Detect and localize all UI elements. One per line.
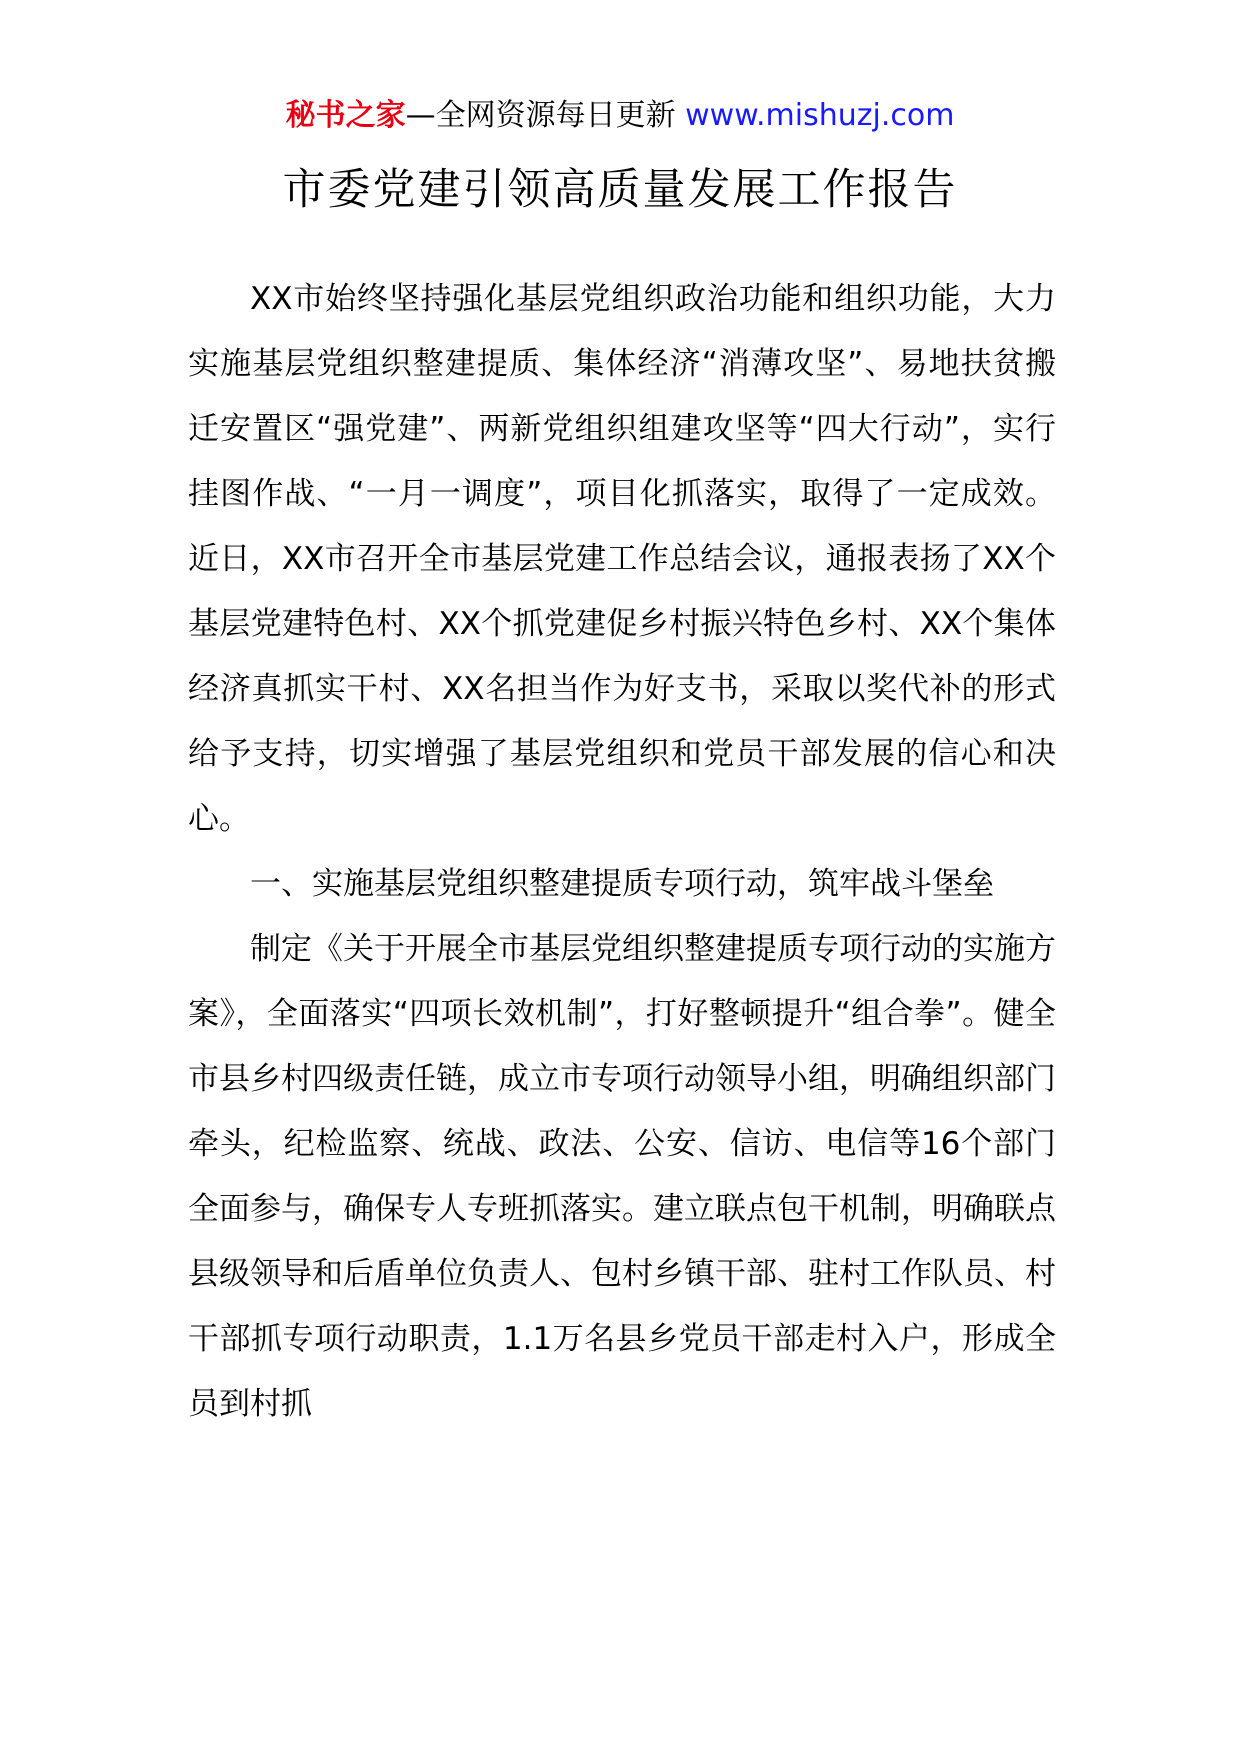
body-paragraph: 制定《关于开展全市基层党组织整建提质专项行动的实施方案》，全面落实“四项长效机制”，打好整顿提升“组合拳”。健全市县乡村四级责任链，成立市专项行动领导小组，明确组织部门牵头，纪检监察、统战、政法、公安、信访、电信等16个部门全面参与，确保专人专班抓落实。建立联点包干机制，明确联点县级领导和后盾单位负责人、包村乡镇干部、驻村工作队员、村干部抓专项行动职责，1.1万名县乡党员干部走村入户，形成全员到村抓 bbox=[188, 931, 1056, 1422]
document-body bbox=[188, 267, 1056, 1437]
intro-paragraph: XX市始终坚持强化基层党组织政治功能和组织功能，大力实施基层党组织整建提质、集体经济“消薄攻坚”、易地扶贫搬迁安置区“强党建”、两新党组织组建攻坚等“四大行动”，实行挂图作战、“一月一调度”，项目化抓落实，取得了一定成效。近日，XX市召开全市基层党建工作总结会议，通报表扬了XX个基层党建特色村、XX个抓党建促乡村振兴特色乡村、XX个集体经济真抓实干村、XX名担当作为好支书，采取以奖代补的形式给予支持，切实增强了基层党组织和党员干部发展的信心和决心。 bbox=[188, 281, 1056, 837]
header-tagline: —全网资源每日更新 bbox=[405, 98, 676, 133]
site-header bbox=[0, 96, 1240, 136]
document-title: 市委党建引领高质量发展工作报告 bbox=[282, 165, 958, 215]
brand-name: 秘书之家 bbox=[285, 98, 406, 133]
site-url-link[interactable]: www.mishuzj.com bbox=[685, 98, 955, 133]
section-heading: 一、实施基层党组织整建提质专项行动，筑牢战斗堡垒 bbox=[250, 866, 994, 902]
